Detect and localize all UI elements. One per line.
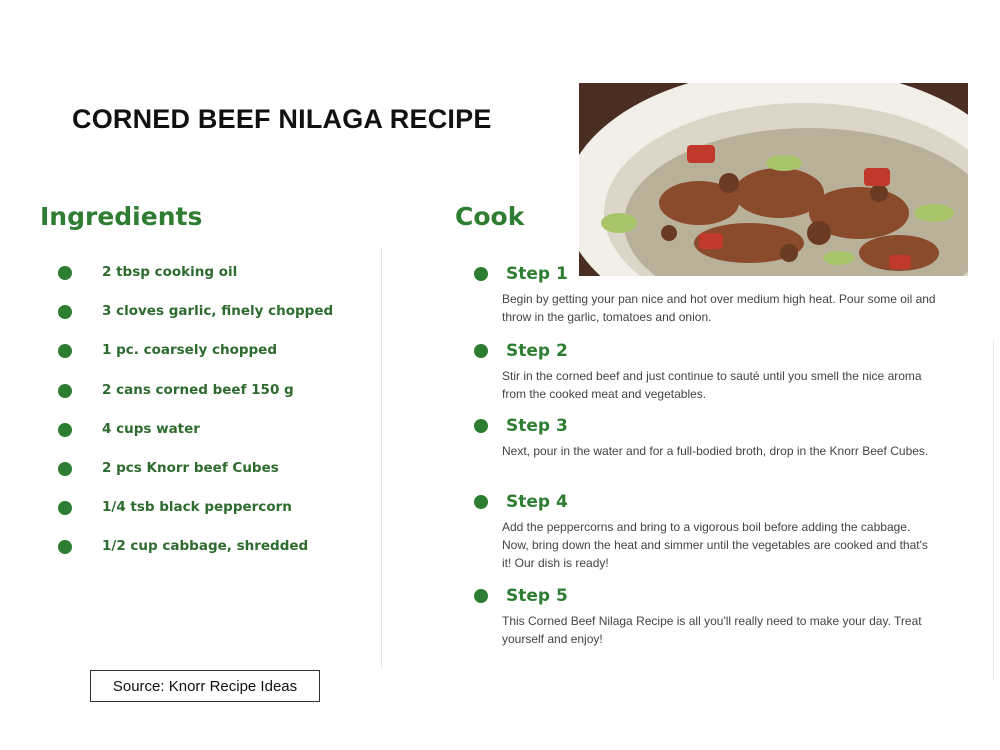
list-item — [58, 497, 333, 536]
ingredient-text: 1/4 tsb black peppercorn — [102, 499, 292, 516]
bullet-icon — [474, 344, 488, 358]
bullet-icon — [474, 495, 488, 509]
bullet-icon — [58, 540, 72, 554]
cook-heading: Cook — [455, 202, 525, 231]
list-item — [58, 458, 333, 497]
step-label: Step 2 — [506, 341, 568, 361]
step-text: Stir in the corned beef and just continue to sauté until you smell the nice aroma from the cooked meat and vegetables. — [502, 369, 922, 401]
cook-step-1 — [474, 262, 944, 326]
list-item — [58, 419, 333, 458]
step-label: Step 3 — [506, 416, 568, 436]
ingredients-heading: Ingredients — [40, 202, 203, 231]
bullet-icon — [58, 423, 72, 437]
list-item — [58, 380, 333, 419]
ingredient-text: 3 cloves garlic, finely chopped — [102, 303, 334, 320]
cook-step-4 — [474, 490, 944, 572]
ingredient-text: 4 cups water — [102, 420, 200, 437]
bullet-icon — [58, 462, 72, 476]
ingredient-text: 2 pcs Knorr beef Cubes — [102, 459, 279, 476]
bullet-icon — [474, 589, 488, 603]
step-text: Add the peppercorns and bring to a vigorous boil before adding the cabbage. Now, bring down the heat and simmer until the vegetables are cooked and that's it! Our dish is ready! — [502, 520, 928, 570]
list-item — [58, 536, 333, 575]
step-label: Step 1 — [506, 264, 568, 284]
step-label: Step 5 — [506, 586, 568, 606]
page-title: CORNED BEEF NILAGA RECIPE — [72, 104, 492, 134]
list-item — [58, 301, 333, 340]
ingredient-text: 1/2 cup cabbage, shredded — [102, 538, 309, 555]
step-label: Step 4 — [506, 492, 568, 512]
bullet-icon — [58, 344, 72, 358]
ingredient-text: 2 cans corned beef 150 g — [102, 381, 294, 398]
ingredients-list — [58, 262, 333, 576]
step-text: This Corned Beef Nilaga Recipe is all you'll really need to make your day. Treat yourself and enjoy! — [502, 614, 922, 646]
bullet-icon — [474, 267, 488, 281]
cook-step-2 — [474, 339, 944, 403]
dish-photo — [579, 83, 968, 276]
ingredient-text: 1 pc. coarsely chopped — [102, 342, 277, 359]
bullet-icon — [58, 501, 72, 515]
step-text: Begin by getting your pan nice and hot over medium high heat. Pour some oil and throw in the garlic, tomatoes and onion. — [502, 292, 936, 324]
list-item — [58, 340, 333, 379]
step-text: Next, pour in the water and for a full-bodied broth, drop in the Knorr Beef Cubes. — [502, 444, 929, 458]
source-caption: Source: Knorr Recipe Ideas — [90, 670, 320, 702]
bullet-icon — [58, 384, 72, 398]
cook-step-5 — [474, 584, 944, 648]
page-edge-line — [993, 340, 994, 680]
cook-step-3 — [474, 414, 944, 460]
bullet-icon — [58, 305, 72, 319]
bullet-icon — [474, 419, 488, 433]
ingredient-text: 2 tbsp cooking oil — [102, 264, 238, 280]
list-item — [58, 262, 333, 301]
column-divider — [381, 248, 382, 668]
bullet-icon — [58, 266, 72, 280]
